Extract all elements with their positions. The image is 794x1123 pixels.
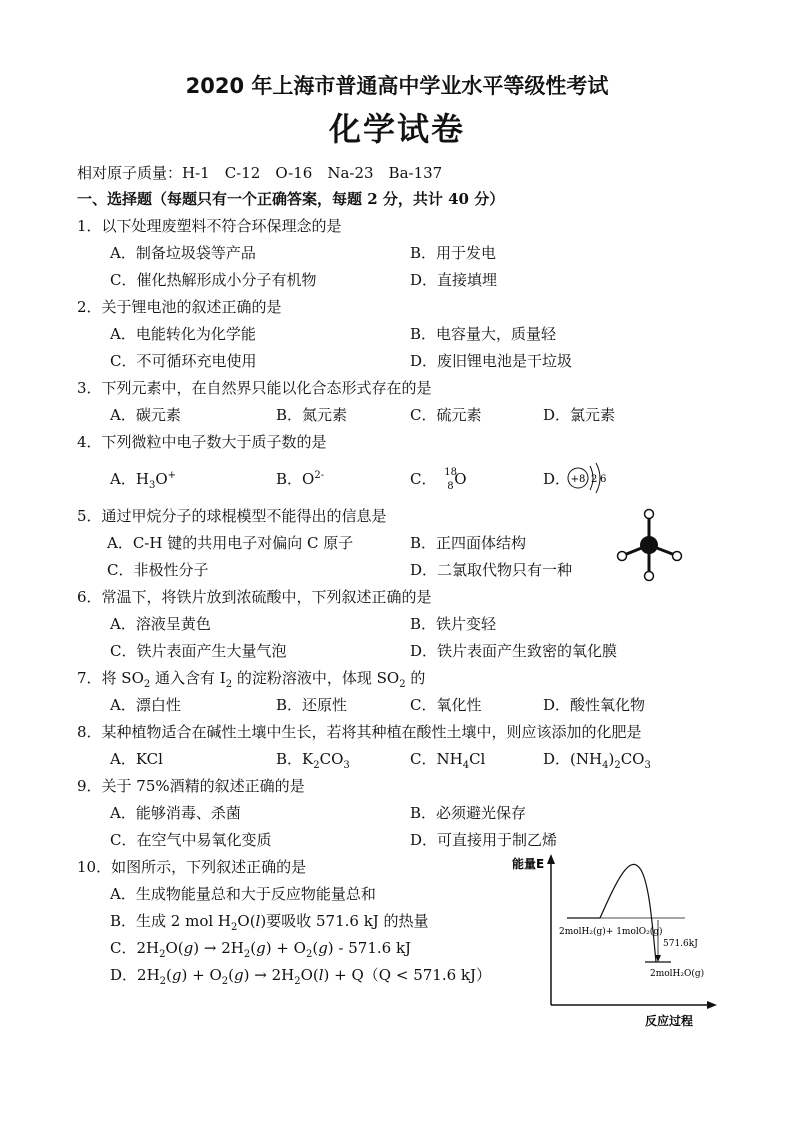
q1-option-d[interactable]: D．直接填埋 <box>410 271 498 289</box>
q10-stem: 10．如图所示，下列叙述正确的是 <box>77 858 307 876</box>
q5-option-c[interactable]: C．非极性分子 <box>107 561 209 579</box>
x-axis-arrow <box>707 1001 717 1009</box>
q6-option-b[interactable]: B．铁片变轻 <box>410 615 497 633</box>
q7-option-a[interactable]: A．漂白性 <box>110 696 181 714</box>
q4-stem: 4．下列微粒中电子数大于质子数的是 <box>77 433 327 451</box>
q2-option-c[interactable]: C．不可循环充电使用 <box>110 352 257 370</box>
section-text: 一、选择题（每题只有一个正确答案，每题 2 分，共计 40 分） <box>77 190 505 208</box>
q9-option-a[interactable]: A．能够消毒、杀菌 <box>110 804 241 822</box>
q3-option-d[interactable]: D．氯元素 <box>543 406 616 424</box>
q2-option-a[interactable]: A．电能转化为化学能 <box>110 325 256 343</box>
q3-option-a[interactable]: A．碳元素 <box>110 406 181 424</box>
q6-stem: 6．常温下，将铁片放到浓硫酸中，下列叙述正确的是 <box>77 588 432 606</box>
q8-option-d[interactable]: D．$(NH_4)_2CO_3$ <box>543 750 651 771</box>
reaction-curve <box>600 864 656 962</box>
methane-ball-stick-model <box>612 505 688 585</box>
q1-stem: 1．以下处理废塑料不符合环保理念的是 <box>77 217 342 235</box>
q4-d-label: D． <box>543 470 571 488</box>
q1-option-c[interactable]: C．催化热解形成小分子有机物 <box>110 271 317 289</box>
q2-stem: 2．关于锂电池的叙述正确的是 <box>77 298 282 316</box>
q4-c-atomic-number: 8 <box>447 481 454 492</box>
q10-option-d[interactable]: D．$2H_2(g) + O_2(g) \to 2H_2O(l) + Q(Q < 571.6$ kJ） <box>110 966 492 987</box>
q3-stem: 3．下列元素中，在自然界只能以化合态形式存在的是 <box>77 379 432 397</box>
q8-option-b[interactable]: B．$K_2CO_3$ <box>276 750 350 771</box>
exam-title: 2020 年上海市普通高中学业水平等级性考试 <box>185 74 609 98</box>
q4-c-symbol: O <box>454 470 467 488</box>
delta-label: 571.6kJ <box>663 939 698 949</box>
q9-option-c[interactable]: C．在空气中易氧化变质 <box>110 831 272 849</box>
q8-option-a[interactable]: A．KCl <box>110 750 163 768</box>
q4-b-label: B． <box>276 470 303 488</box>
y-axis-arrow <box>547 854 555 864</box>
q9-stem: 9．关于 75%酒精的叙述正确的是 <box>77 777 305 795</box>
q1-option-b[interactable]: B．用于发电 <box>410 244 497 262</box>
q4-d-nucleus: +8 <box>570 474 586 485</box>
q2-option-b[interactable]: B．电容量大，质量轻 <box>410 325 557 343</box>
q6-option-c[interactable]: C．铁片表面产生大量气泡 <box>110 642 287 660</box>
q5-stem: 5．通过甲烷分子的球棍模型不能得出的信息是 <box>77 507 387 525</box>
q10-option-c[interactable]: C．$2H_2O(g) \to 2H_2(g) + O_2(g) - 571.6$ kJ <box>110 939 412 960</box>
q1-option-a[interactable]: A．制备垃圾袋等产品 <box>110 244 256 262</box>
q7-option-c[interactable]: C．氧化性 <box>410 696 482 714</box>
energy-diagram <box>505 850 725 1035</box>
product-label: 2molH₂O(g) <box>650 969 705 979</box>
q6-option-d[interactable]: D．铁片表面产生致密的氧化膜 <box>410 642 618 660</box>
q8-stem: 8．某种植物适合在碱性土壤中生长，若将其种植在酸性土壤中，则应该添加的化肥是 <box>77 723 642 741</box>
q4-a-label: A． <box>110 470 136 488</box>
q4-option-a[interactable]: A．$H_3O^+$ <box>110 470 177 491</box>
q6-option-a[interactable]: A．溶液呈黄色 <box>110 615 211 633</box>
atom-structure-diagram <box>565 460 615 496</box>
q2-option-d[interactable]: D．废旧锂电池是干垃圾 <box>410 352 573 370</box>
q5-option-d[interactable]: D．二氯取代物只有一种 <box>410 561 573 579</box>
x-axis-label: 反应过程 <box>645 1014 694 1028</box>
exam-subtitle: 化学试卷 <box>328 110 465 148</box>
q4-d-shell2: 6 <box>600 474 607 485</box>
q4-d-shell1: 2 <box>591 474 598 485</box>
section-heading <box>77 189 504 209</box>
q8-option-c[interactable]: C．$NH_4Cl$ <box>410 750 486 771</box>
q4-c-mass-number: 18 <box>444 467 457 478</box>
q9-option-d[interactable]: D．可直接用于制乙烯 <box>410 831 558 849</box>
atomic-masses: 相对原子质量：H-1 C-12 O-16 Na-23 Ba-137 <box>77 164 443 182</box>
reactant-label: 2molH₂(g)+ 1molO₂(g) <box>559 927 663 937</box>
q7-option-b[interactable]: B．还原性 <box>276 696 348 714</box>
q7-option-d[interactable]: D．酸性氧化物 <box>543 696 646 714</box>
q10-option-b[interactable]: B．生成 2 mol $H_2O(l)$要吸收 571.6 kJ 的热量 <box>110 912 429 933</box>
q4-option-b[interactable]: B．$O^{2-}$ <box>276 470 325 488</box>
q3-option-c[interactable]: C．硫元素 <box>410 406 482 424</box>
q4-c-label: C． <box>410 470 437 488</box>
q7-stem: 7．将 $SO_2$ 通入含有 $I_2$ 的淀粉溶液中，体现 $SO_2$ 的 <box>77 669 426 690</box>
q5-option-a[interactable]: A．C-H 键的共用电子对偏向 C 原子 <box>107 534 354 552</box>
q3-option-b[interactable]: B．氮元素 <box>276 406 348 424</box>
y-axis-label: 能量E <box>512 857 545 871</box>
q5-option-b[interactable]: B．正四面体结构 <box>410 534 527 552</box>
q4-option-c[interactable] <box>410 467 467 492</box>
q10-option-a[interactable]: A．生成物能量总和大于反应物能量总和 <box>110 885 376 903</box>
q9-option-b[interactable]: B．必须避光保存 <box>410 804 527 822</box>
